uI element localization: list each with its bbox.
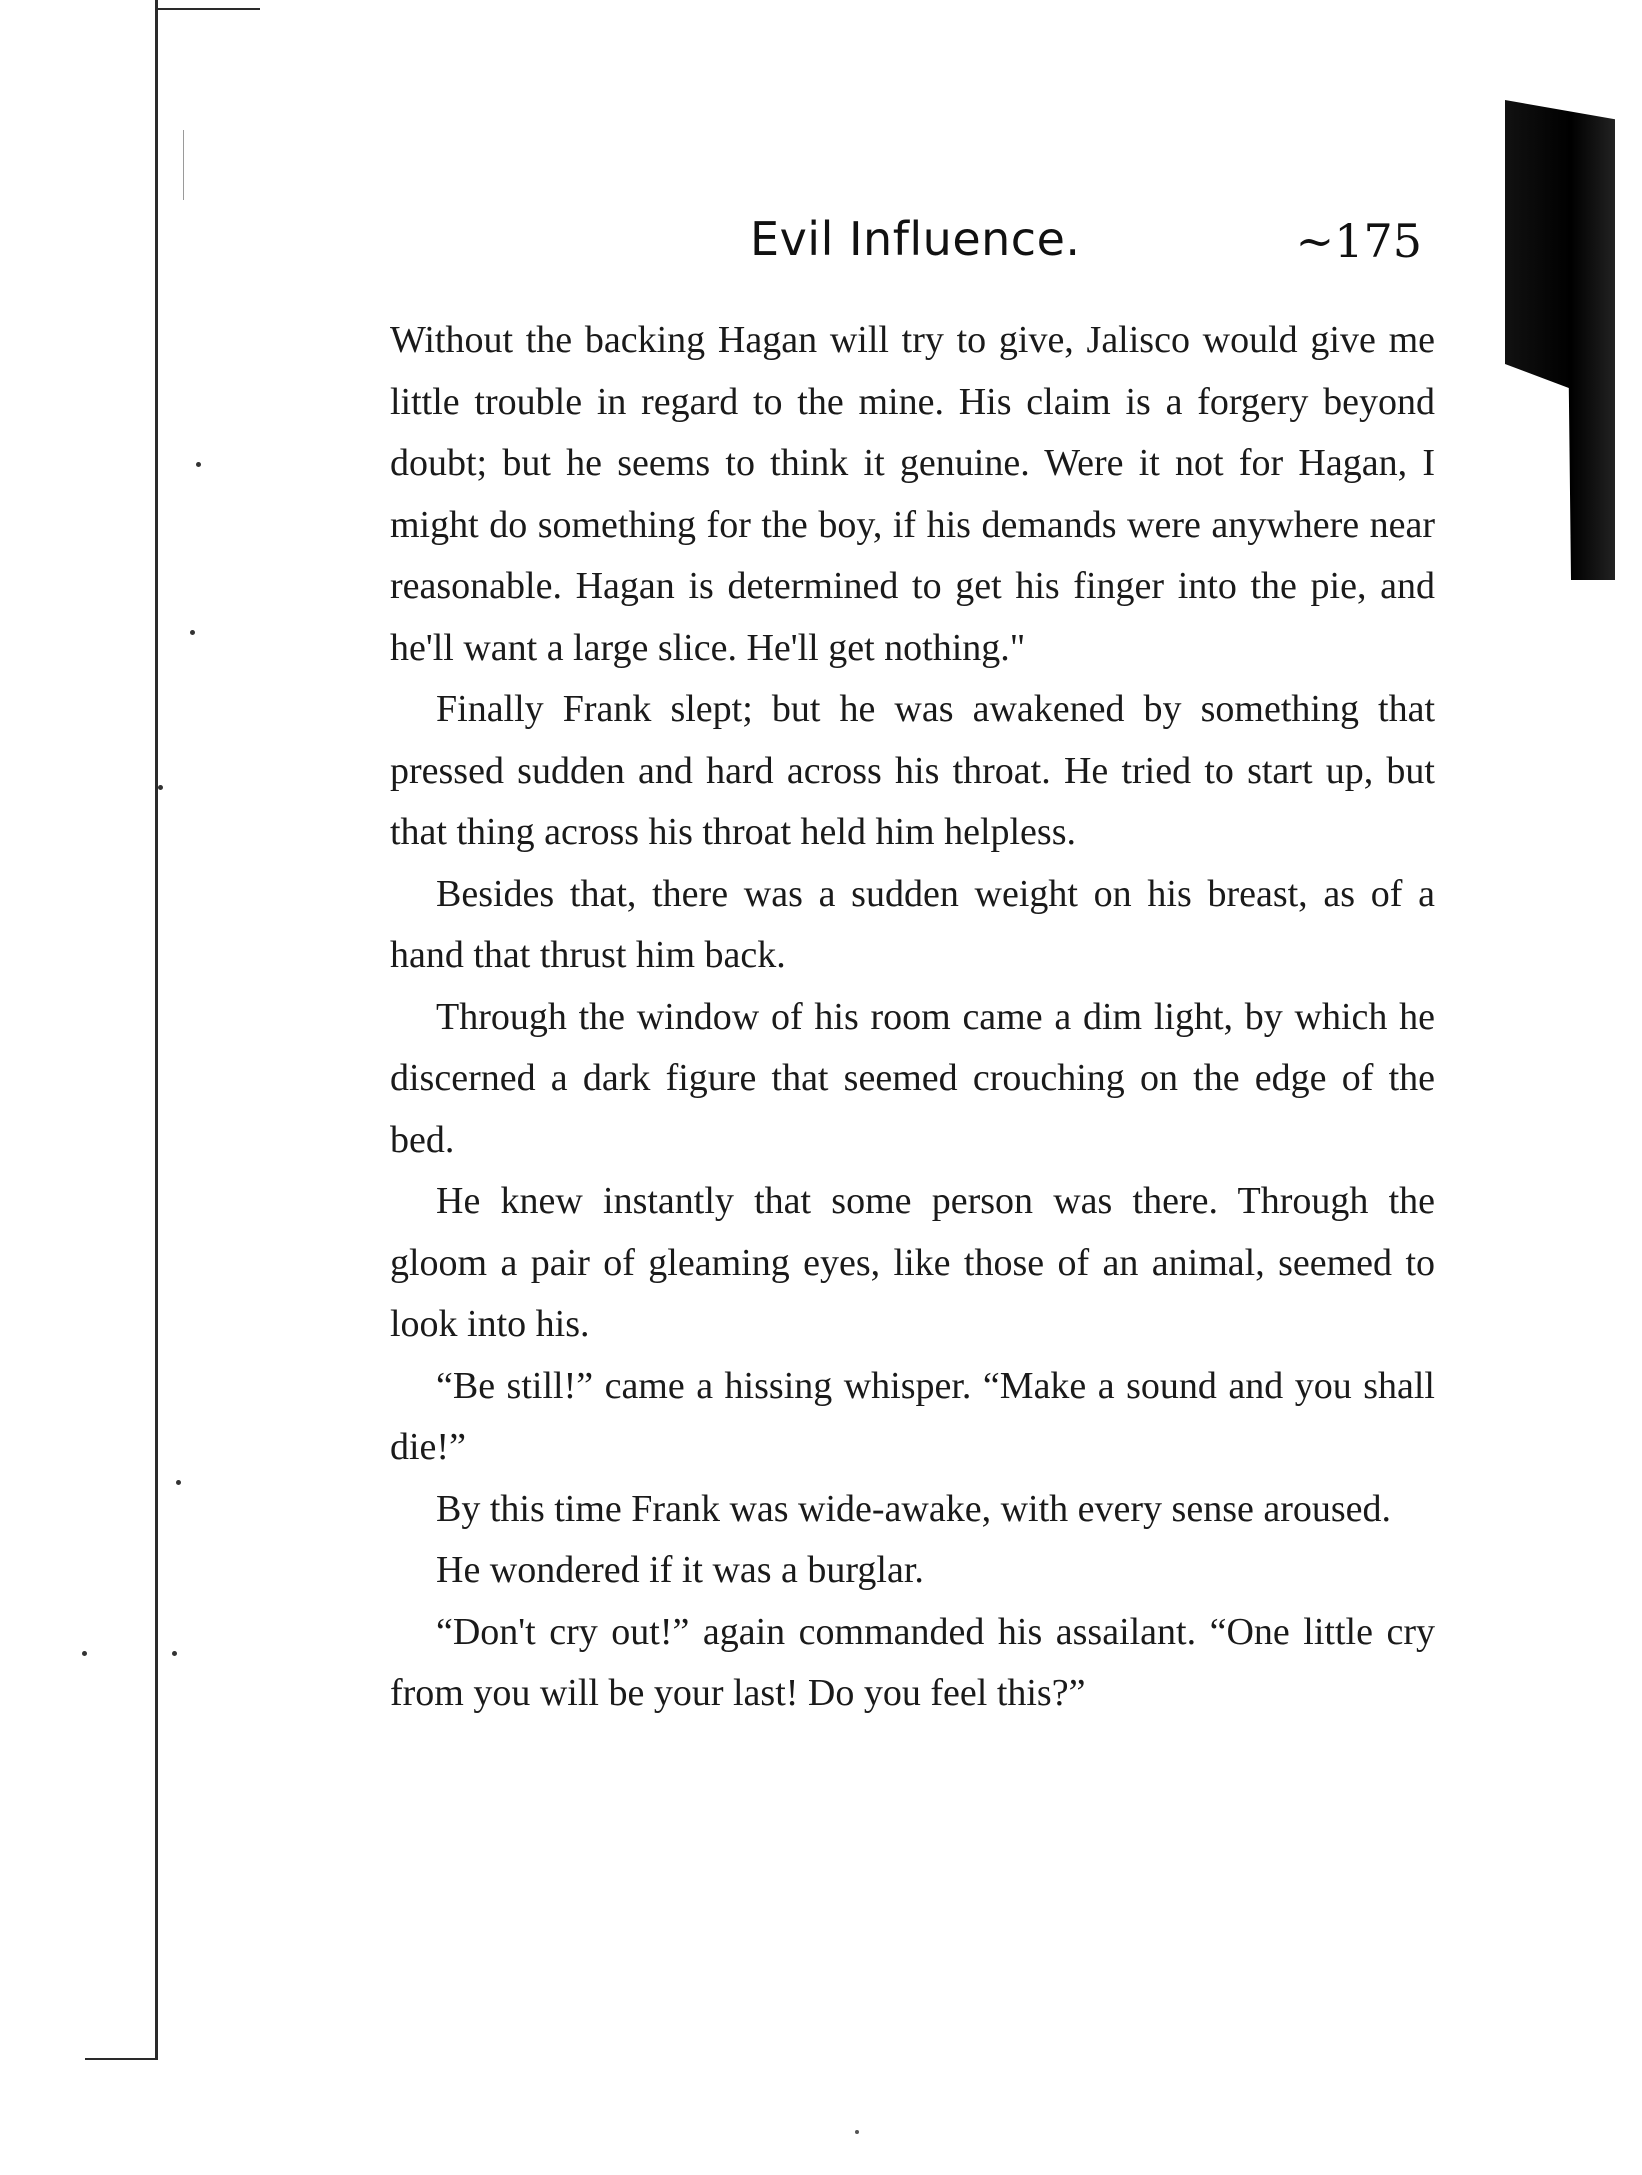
paragraph: “Be still!” came a hissing whisper. “Make a sound and you shall die!” (390, 1364, 1435, 1468)
paragraph: By this time Frank was wide-awake, with every sense aroused. (436, 1487, 1392, 1530)
paragraph: He knew instantly that some person was there. Through the gloom a pair of gleaming eyes, like those of an animal, seemed to look into his. (390, 1180, 1435, 1345)
binding-bottom-line (85, 2058, 158, 2060)
margin-speck (82, 1651, 87, 1656)
margin-speck (196, 462, 201, 467)
page-edge-shadow (1505, 100, 1615, 580)
paragraph: Finally Frank slept; but he was awakened by something that pressed sudden and hard across his throat. He tried to start up, but that thing across his throat held him helpless. (390, 688, 1435, 853)
paragraph: Through the window of his room came a dim light, by which he discerned a dark figure that seemed crouching on the edge of the bed. (390, 995, 1435, 1161)
margin-speck (172, 1651, 177, 1656)
binding-top-line (155, 8, 260, 10)
page-number-value: 175 (1334, 214, 1422, 268)
paragraph: Besides that, there was a sudden weight on his breast, as of a hand that thrust him back. (390, 872, 1435, 976)
paper-speck (855, 2130, 859, 2134)
margin-speck (176, 1480, 181, 1485)
paragraph: Without the backing Hagan will try to give, Jalisco would give me little trouble in regard to the mine. His claim is a forgery beyond doubt; but he seems to think it genuine. Were it not for Hagan, I might do something for the boy, if his demands were anywhere near reasonable. Hagan is determined to get his finger into the pie, and he'll want a large slice. He'll get nothing." (390, 319, 1435, 669)
margin-mark (183, 130, 184, 200)
running-head: Evil Influence. (750, 212, 1081, 266)
binding-margin-rule (155, 0, 158, 2060)
paragraph: “Don't cry out!” again commanded his assailant. “One little cry from you will be your last! Do you feel this?” (390, 1610, 1435, 1714)
page-number: ~175 (1295, 214, 1422, 268)
margin-speck (190, 630, 195, 635)
paragraph: He wondered if it was a burglar. (436, 1549, 924, 1591)
margin-speck (158, 785, 163, 790)
body-text (390, 310, 1435, 1725)
page-header (390, 212, 1450, 272)
